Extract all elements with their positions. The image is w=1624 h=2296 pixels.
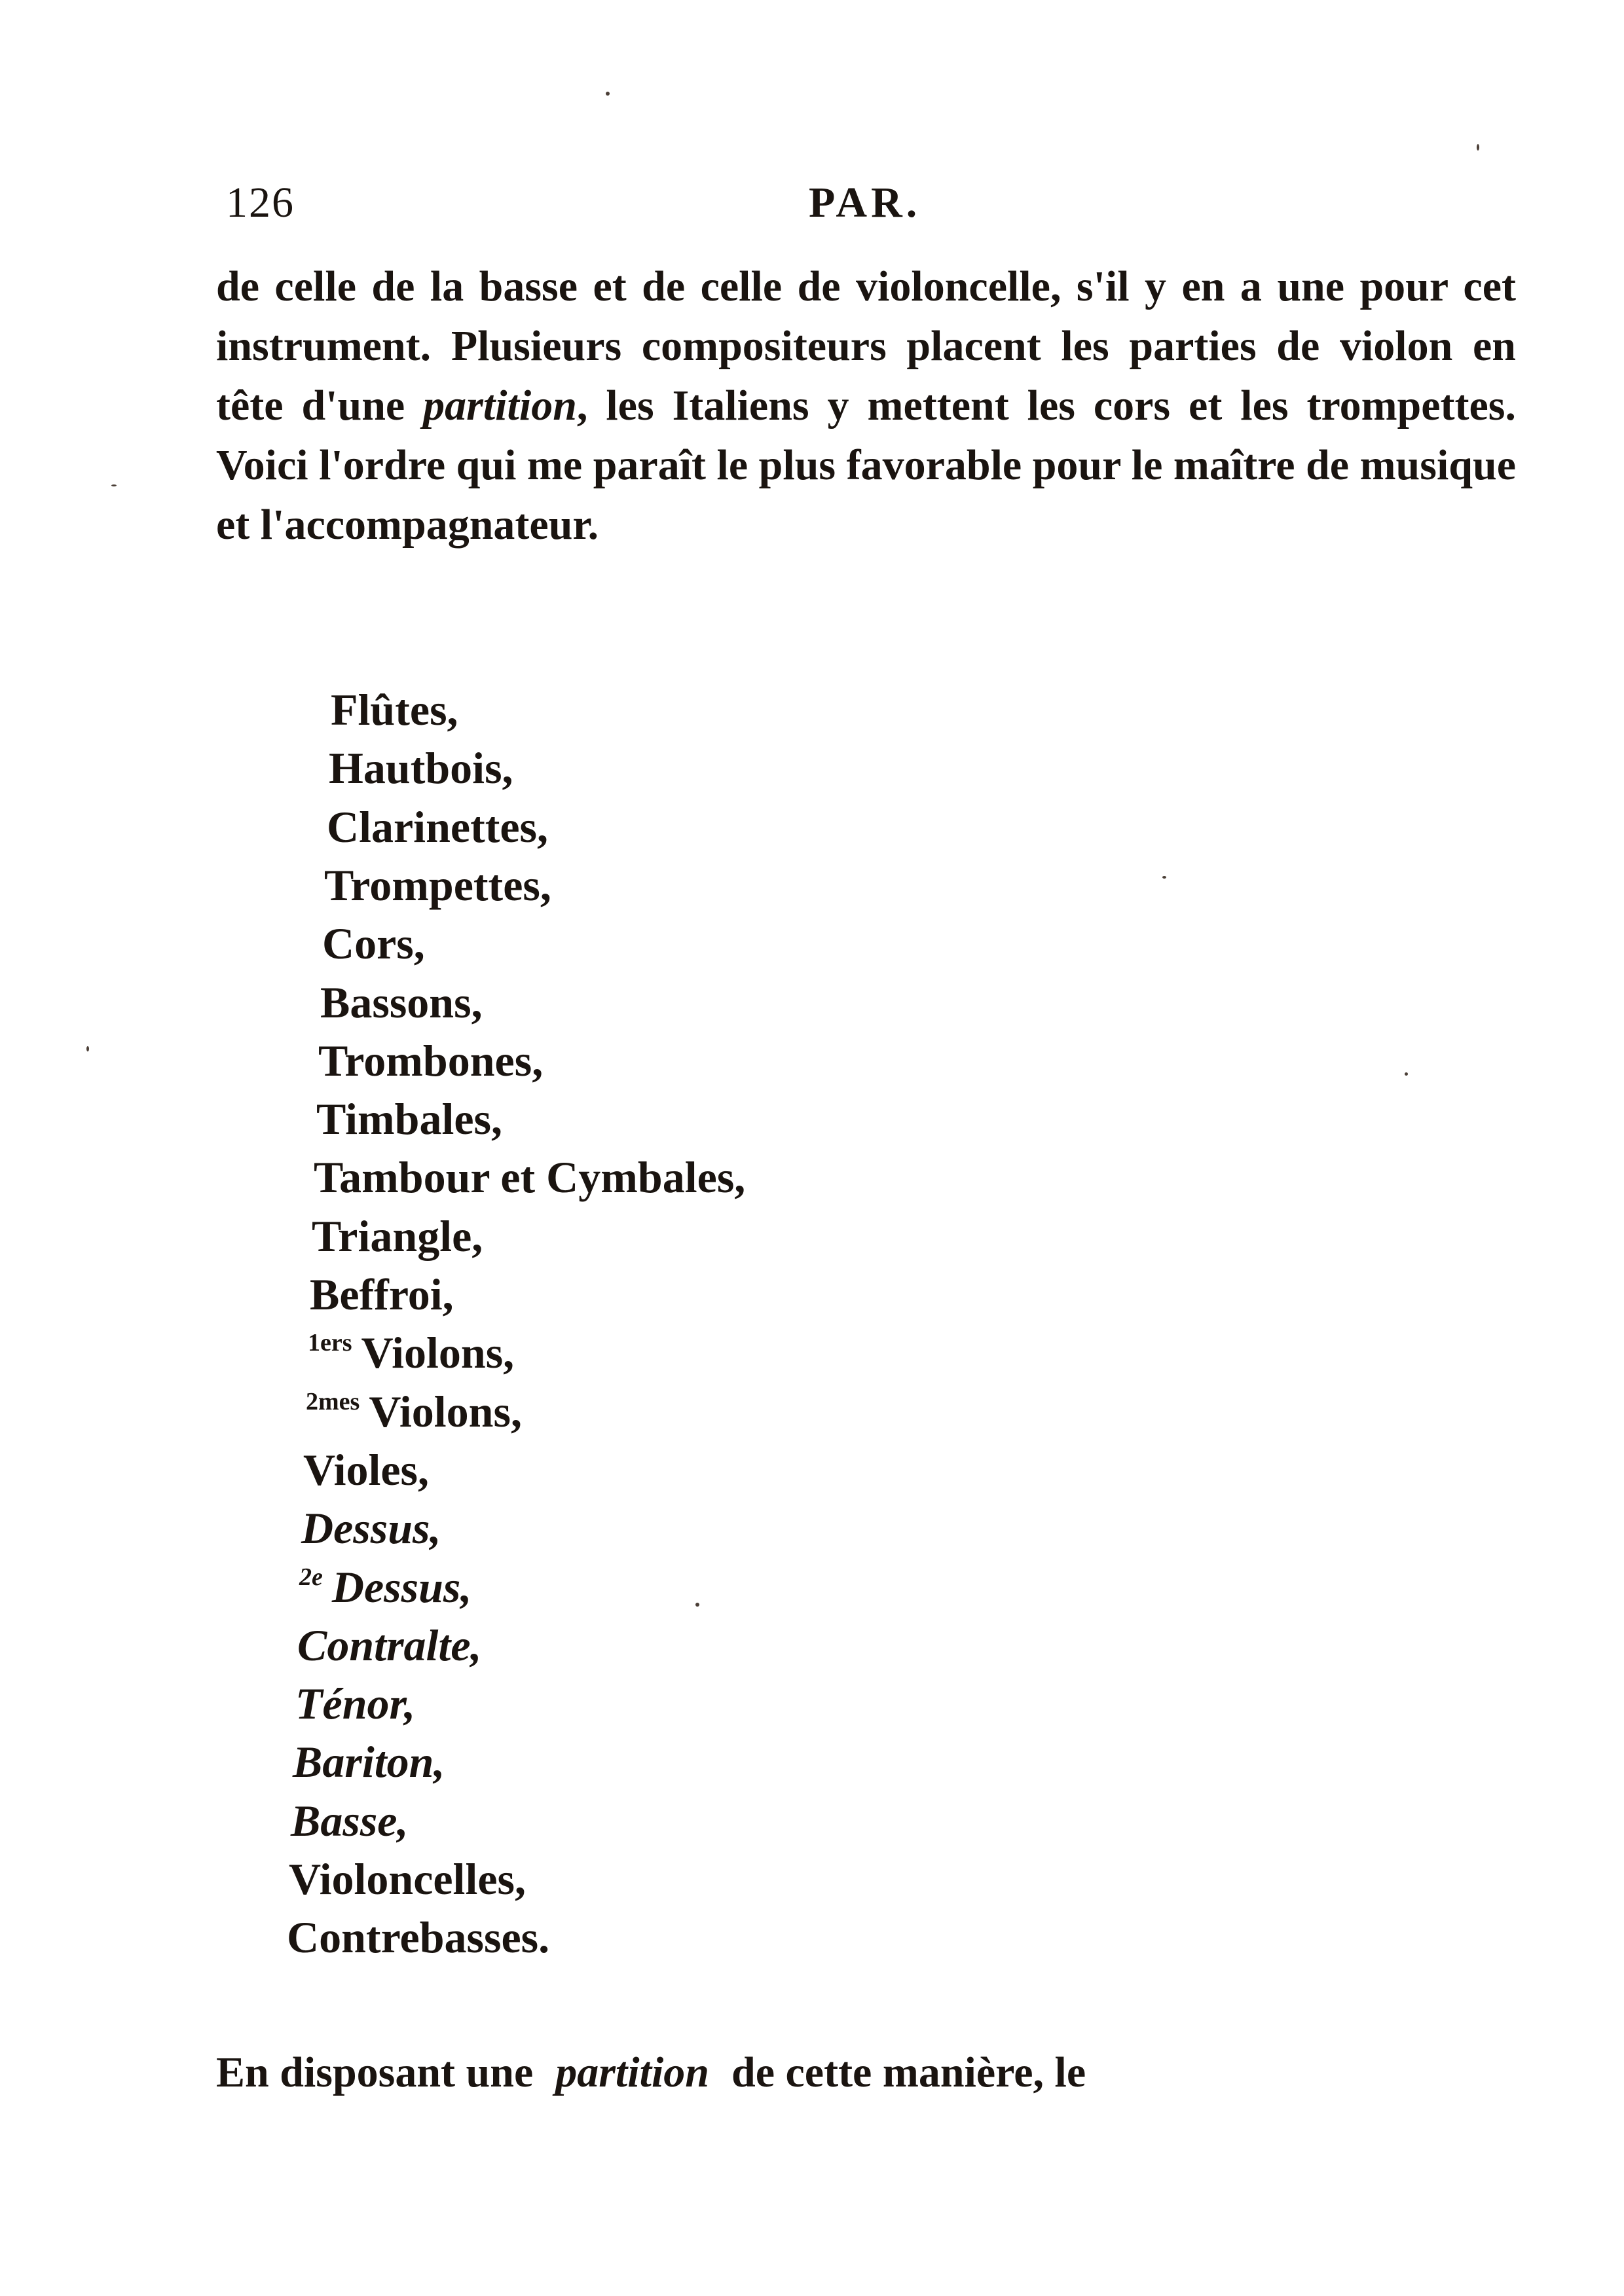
intro-term: partition [423, 382, 577, 429]
instrument-item [308, 1327, 514, 1379]
instrument-label: Ténor, [295, 1679, 416, 1728]
closing-term: partition [555, 2049, 709, 2096]
instrument-item [331, 684, 458, 736]
instrument-item [314, 1152, 745, 1203]
instrument-ordinal: 1ers [308, 1329, 352, 1357]
instrument-label: Timbales, [316, 1094, 503, 1144]
print-speck [111, 484, 117, 486]
instrument-label: Dessus, [331, 1562, 472, 1612]
running-head: PAR. [809, 179, 921, 227]
instrument-label: Violons, [369, 1387, 522, 1436]
instrument-label: Violons, [361, 1328, 515, 1377]
instrument-item [295, 1678, 415, 1730]
closing-paragraph [216, 2043, 1516, 2102]
instrument-item [291, 1795, 408, 1847]
instrument-item [289, 1853, 526, 1905]
instrument-label: Violes, [303, 1445, 430, 1495]
intro-text-before: de celle de la basse et de celle de violoncelle, s'il y en a une pour cet instrument. Plusieurs compositeurs placent les parties de violon en tête d'une [216, 263, 1516, 429]
instrument-item [324, 860, 551, 911]
instrument-label: Bariton, [293, 1737, 445, 1787]
instrument-label: Cors, [322, 919, 425, 968]
instrument-item [310, 1269, 454, 1321]
instrument-item [301, 1503, 441, 1554]
instrument-label: Contrebasses. [287, 1912, 550, 1962]
instrument-label: Clarinettes, [327, 802, 549, 852]
instrument-label: Tambour et Cymbales, [314, 1152, 746, 1202]
instrument-item [297, 1620, 482, 1671]
instrument-label: Basse, [291, 1796, 409, 1846]
instrument-item [329, 742, 513, 794]
instrument-label: Dessus, [301, 1503, 441, 1553]
instrument-label: Triangle, [312, 1211, 483, 1261]
intro-paragraph [216, 257, 1516, 555]
instrument-label: Violoncelles, [289, 1854, 526, 1904]
intro-text-after: , les Italiens y mettent les cors et les trompettes. Voici l'ordre qui me paraît le plus favorable pour le maître de musique et l'accompagnateur. [216, 382, 1516, 549]
instrument-item [306, 1386, 522, 1438]
instrument-item [316, 1093, 502, 1145]
instrument-item [293, 1736, 445, 1788]
instrument-item [327, 801, 548, 853]
closing-text-before: En disposant une [216, 2049, 534, 2096]
instrument-ordinal: 2mes [306, 1388, 360, 1415]
instrument-label: Beffroi, [310, 1269, 454, 1319]
print-speck [1162, 876, 1166, 879]
instrument-item [303, 1444, 429, 1496]
instrument-label: Contralte, [297, 1620, 482, 1670]
print-speck [1405, 1072, 1408, 1076]
instrument-item [320, 977, 483, 1029]
print-speck [695, 1603, 699, 1607]
instrument-item [322, 918, 425, 970]
instrument-item [318, 1035, 543, 1087]
instrument-ordinal: 2e [299, 1563, 323, 1591]
page-number: 126 [226, 179, 295, 227]
instrument-label: Flûtes, [331, 685, 458, 735]
instrument-label: Bassons, [320, 977, 483, 1027]
instrument-label: Hautbois, [329, 743, 513, 793]
instrument-item [299, 1561, 471, 1613]
print-speck [606, 92, 610, 96]
closing-text-after: de cette manière, le [731, 2049, 1086, 2096]
instrument-item [312, 1211, 483, 1262]
print-speck [1477, 144, 1479, 151]
print-speck [86, 1046, 89, 1051]
page-header [226, 178, 1509, 237]
instrument-label: Trombones, [318, 1036, 544, 1085]
instrument-item [287, 1912, 549, 1963]
instrument-label: Trompettes, [324, 860, 551, 910]
